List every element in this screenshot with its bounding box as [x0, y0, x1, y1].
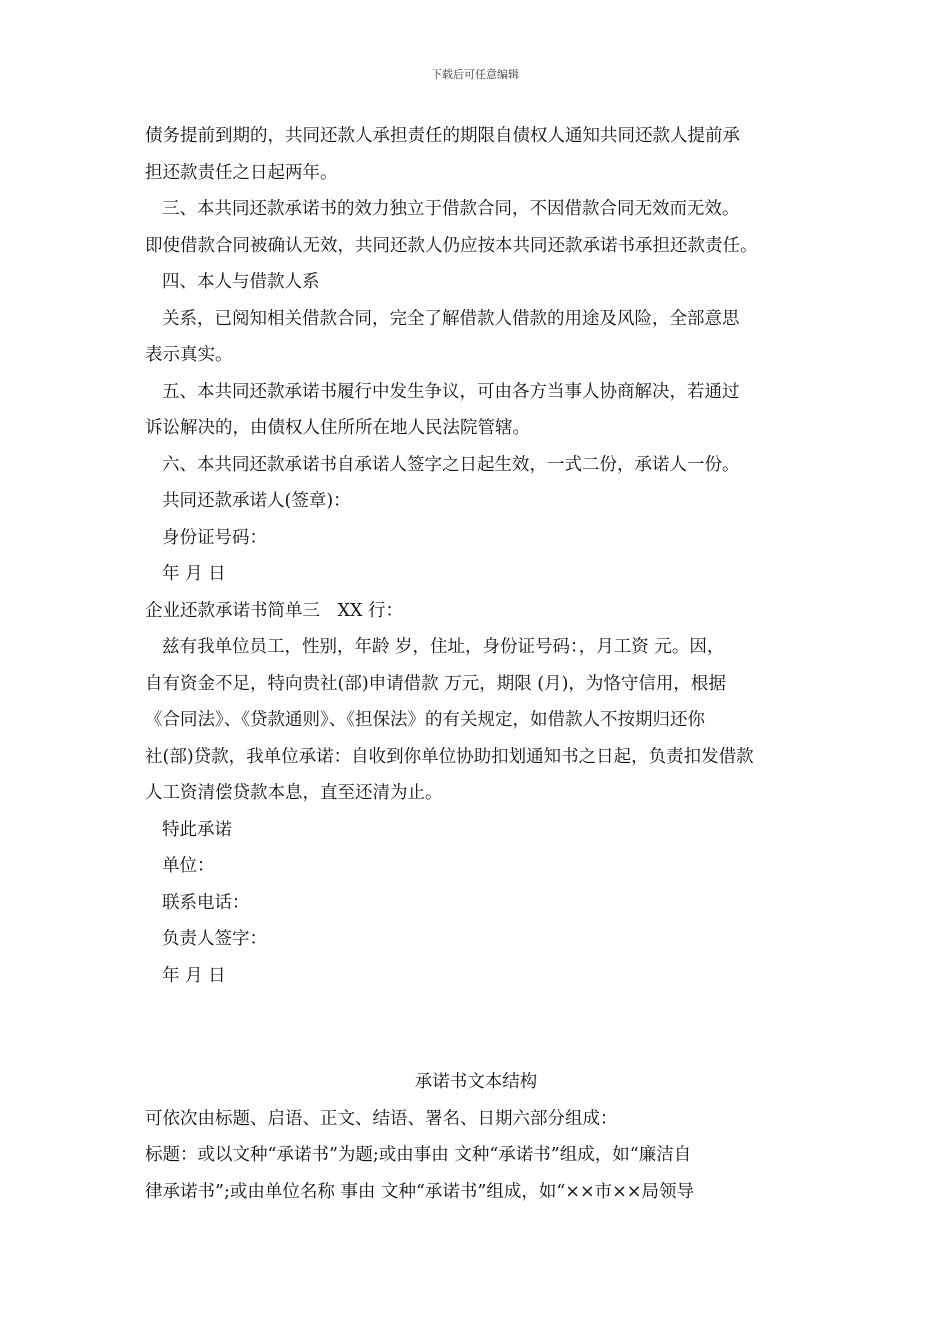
- clause-four: 四、本人与借款人系: [162, 272, 320, 292]
- date-label: 年 月 日: [162, 564, 226, 584]
- paragraph-line: 即使借款合同被确认无效，共同还款人仍应按本共同还款承诺书承担还款责任。: [145, 235, 758, 256]
- date-label: 年 月 日: [162, 965, 226, 986]
- document-body: [145, 118, 807, 1210]
- blank-space: [145, 994, 807, 1064]
- signature-label: 共同还款承诺人(签章)：: [162, 491, 351, 511]
- paragraph-line: 诉讼解决的，由债权人住所所在地人民法院管辖。: [145, 418, 530, 438]
- page-header-note: 下载后可任意编辑: [431, 68, 519, 81]
- paragraph-line: 兹有我单位员工，性别，年龄 岁，住址，身份证号码：，月工资 元。因，: [162, 637, 725, 657]
- paragraph-line: 律承诺书”;或由单位名称 事由 文种“承诺书”组成，如“××市××局领导: [145, 1181, 694, 1202]
- paragraph-line: 社(部)贷款，我单位承诺：自收到你单位协助扣划通知书之日起，负责扣发借款: [145, 746, 754, 767]
- unit-label: 单位：: [162, 856, 215, 876]
- section-heading: 承诺书文本结构: [414, 1072, 538, 1092]
- phone-label: 联系电话：: [162, 892, 250, 913]
- paragraph-line: 债务提前到期的，共同还款人承担责任的期限自债权人通知共同还款人提前承: [145, 126, 740, 146]
- responsible-signature-label: 负责人签字：: [162, 929, 267, 949]
- paragraph-line: 担还款责任之日起两年。: [145, 162, 338, 183]
- clause-five: 五、本共同还款承诺书履行中发生争议，可由各方当事人协商解决，若通过: [162, 381, 740, 402]
- paragraph-line: 可依次由标题、启语、正文、结语、署名、日期六部分组成：: [145, 1108, 618, 1129]
- paragraph-line: 自有资金不足，特向贵社(部)申请借款 万元，期限 (月)，为恪守信用，根据: [145, 673, 726, 694]
- paragraph-line: 人工资清偿贷款本息，直至还清为止。: [145, 783, 443, 803]
- paragraph-line: 表示真实。: [145, 345, 233, 365]
- paragraph-line: 《合同法》、《贷款通则》、《担保法》的有关规定，如借款人不按期归还你: [145, 710, 705, 730]
- id-number-label: 身份证号码：: [162, 527, 267, 548]
- section-title: 企业还款承诺书简单三 XX 行：: [145, 600, 403, 621]
- closing-phrase: 特此承诺: [162, 819, 232, 840]
- paragraph-line: 关系，已阅知相关借款合同，完全了解借款人借款的用途及风险，全部意思: [162, 308, 740, 329]
- paragraph-line: 标题：或以文种“承诺书”为题;或由事由 文种“承诺书”组成，如“廉洁自: [145, 1145, 692, 1165]
- clause-three: 三、本共同还款承诺书的效力独立于借款合同，不因借款合同无效而无效。: [162, 199, 740, 219]
- clause-six: 六、本共同还款承诺书自承诺人签字之日起生效，一式二份，承诺人一份。: [162, 454, 740, 475]
